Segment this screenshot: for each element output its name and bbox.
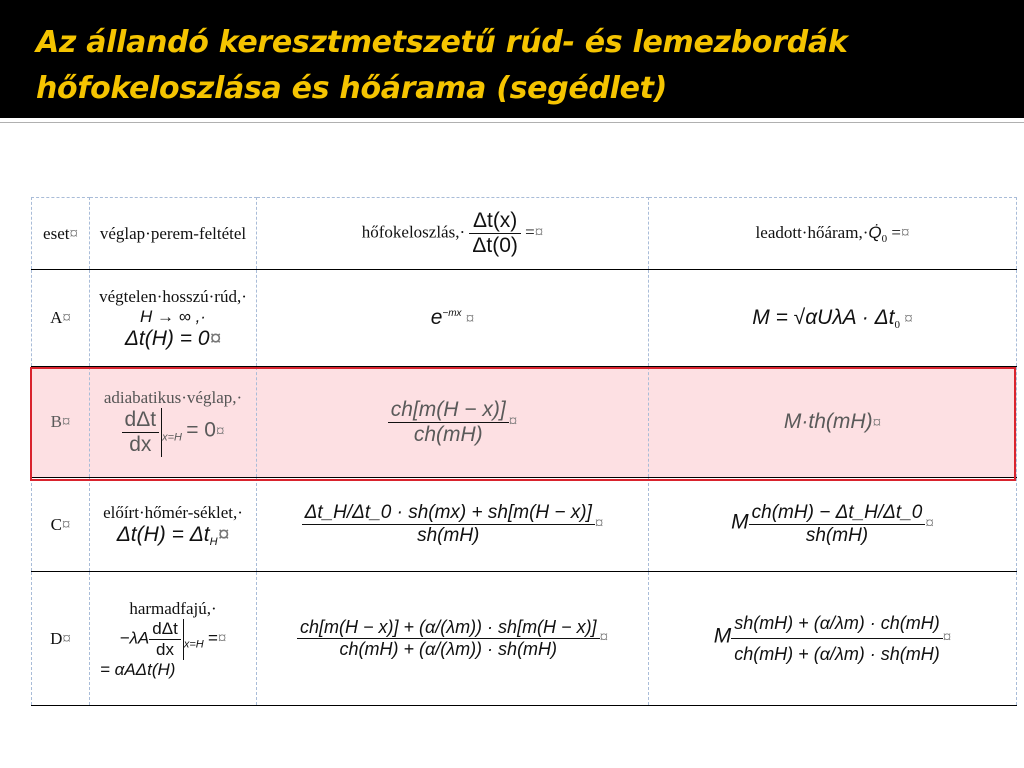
heat-flow-fraction: $\frac{ch(mH) - \Delta t\_H/\Delta t\_0}{sh(mH)}$ <box>749 502 926 547</box>
eset-cell: A¤ <box>32 270 90 367</box>
heat-flow-cell: M·th(mH)¤ <box>649 367 1017 478</box>
condition-cell: végtelen·hosszú·rúd,· H → ∞ ,· Δt(H) = 0¤ <box>90 270 257 367</box>
heat-flow-cell: M $\frac{ch(mH) - \Delta t\_H/\Delta t\_0}{sh(mH)}$ ¤ <box>649 478 1017 572</box>
header-peremfeltetel: véglap·perem-feltétel <box>90 198 257 270</box>
heat-flow-fraction: $\frac{sh(mH) + (\alpha/\lambda m) \cdot ch(mH)}{ch(mH) + (\alpha/\lambda m) \cdot sh(mH)}$ <box>731 608 943 669</box>
table-row-D <box>32 572 1017 706</box>
distribution-fraction: $\frac{\Delta t\_H/\Delta t\_0 \cdot sh(mx) + sh[m(H - x)]}{sh(mH)}$ <box>302 502 595 547</box>
header-eset: eset¤ <box>32 198 90 270</box>
title-bar <box>0 0 1024 118</box>
condition-cell: előírt·hőmér-séklet,· $\Delta t(H) = \Delta t_H¤$ <box>90 478 257 572</box>
distribution-cell: $\frac{ch[m(H - x)] + (\alpha/(\lambda m)) \cdot sh[m(H - x)]}{ch(mH) + (\alpha/(\lambda m)) \cdot sh(mH)}$ ¤ <box>257 572 649 706</box>
table-row-B <box>32 367 1017 478</box>
heat-flow-cell: $M = √\alpha U\lambda A \cdot \Delta t_0$ ¤ <box>649 270 1017 367</box>
eset-cell: B¤ <box>32 367 90 478</box>
slide-title <box>36 20 1016 112</box>
header-hofok-fraction: $\frac{\Delta t(x)}{\Delta t(0)}$ <box>469 209 521 258</box>
formula-table <box>31 197 1017 706</box>
distribution-fraction: $\frac{ch[m(H - x)]}{ch(mH)}$ <box>388 398 509 447</box>
table-row-C <box>32 478 1017 572</box>
header-hoaram: $leadott\cdot hőáram,\cdot Q̇_0$ =¤ <box>649 198 1017 270</box>
condition-cell: harmadfajú,· −λA $\frac{\text{dΔt}}{dx}$ $_{x=H}$ =¤ = αAΔt(H) <box>90 572 257 706</box>
distribution-cell: $\frac{ch[m(H - x)]}{ch(mH)}$ ¤ <box>257 367 649 478</box>
header-hofokeloszlas: hőfokeloszlás,· $\frac{\Delta t(x)}{\Delta t(0)}$ =¤ <box>257 198 649 270</box>
distribution-fraction: $\frac{ch[m(H - x)] + (\alpha/(\lambda m)) \cdot sh[m(H - x)]}{ch(mH) + (\alpha/(\lambda m)) \cdot sh(mH)}$ <box>297 617 600 660</box>
title-line-2: hőfokeloszlása és hőárama (segédlet) <box>36 71 668 106</box>
header-row <box>32 198 1017 270</box>
eset-cell: C¤ <box>32 478 90 572</box>
distribution-cell: $\frac{\Delta t\_H/\Delta t\_0 \cdot sh(mx) + sh[m(H - x)]}{sh(mH)}$ ¤ <box>257 478 649 572</box>
eset-cell: D¤ <box>32 572 90 706</box>
title-line-1: Az állandó keresztmetszetű rúd- és lemezbordák <box>36 25 848 60</box>
heat-flow-cell: M $\frac{sh(mH) + (\alpha/\lambda m) \cdot ch(mH)}{ch(mH) + (\alpha/\lambda m) \cdot sh(mH)}$ ¤ <box>649 572 1017 706</box>
distribution-cell: $e^{-mx}$ ¤ <box>257 270 649 367</box>
title-divider <box>0 119 1024 123</box>
table-row-A <box>32 270 1017 367</box>
condition-cell: adiabatikus·véglap,· $\frac{\text{dΔt}}{dx}$ $_{x=H}$ = 0¤ <box>90 367 257 478</box>
